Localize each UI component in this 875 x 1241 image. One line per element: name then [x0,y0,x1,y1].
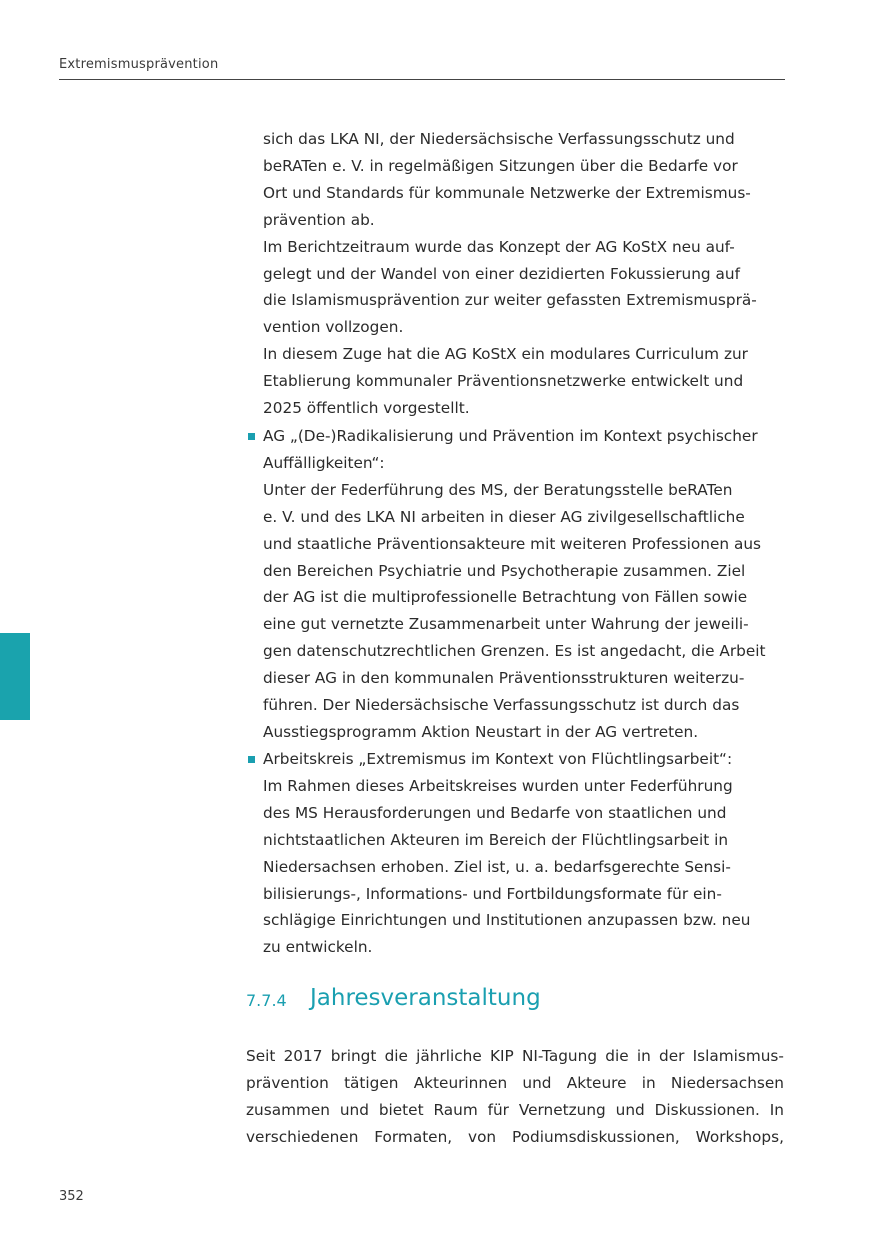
bullet-square-icon [248,756,255,763]
text-line: der AG ist die multiprofessionelle Betrachtung von Fällen sowie [263,588,748,607]
text-line: des MS Herausforderungen und Bedarfe von staatlichen und [263,803,727,822]
word: Akteure [566,1073,627,1092]
word: und [615,1100,645,1119]
text-line: die Islamismusprävention zur weiter gefassten Extremismusprä- [263,291,757,310]
text-line: gelegt und der Wandel von einer dezidierten Fokussierung auf [263,264,740,283]
word: in [641,1073,656,1092]
word: und [339,1100,369,1119]
word: Islamismus- [692,1047,784,1065]
text-line: eine gut vernetzte Zusammenarbeit unter Wahrung der jeweili- [263,615,749,634]
text-line: Im Rahmen dieses Arbeitskreises wurden unter Federführung [263,776,733,795]
word: Formaten, [374,1127,453,1146]
text-line: beRATen e. V. in regelmäßigen Sitzungen über die Bedarfe vor [263,156,738,175]
text-line: Ausstiegsprogramm Aktion Neustart in der AG vertreten. [263,722,699,741]
text-line: sich das LKA NI, der Niedersächsische Verfassungsschutz und [263,130,735,148]
text-line: Etablierung kommunaler Präventionsnetzwerke entwickelt und [263,372,744,391]
paragraph-line [246,1128,784,1146]
word: von [468,1127,497,1146]
text-line: bilisierungs-, Informations- und Fortbildungsformate für ein- [263,884,722,903]
text-line: Niedersachsen erhoben. Ziel ist, u. a. bedarfsgerechte Sensi- [263,857,731,876]
word: NI-Tagung [521,1047,598,1065]
text-line: vention vollzogen. [263,318,404,337]
word: In [769,1100,784,1119]
text-line: und staatliche Präventionsakteure mit weiteren Professionen aus [263,534,761,553]
text-line: dieser AG in den kommunalen Präventionsstrukturen weiterzu- [263,669,745,688]
page-number: 352 [59,1189,84,1204]
text-line: zu entwickeln. [263,938,373,957]
text-line: schlägige Einrichtungen und Institutionen anzupassen bzw. neu [263,911,751,930]
word: Vernetzung [518,1100,606,1119]
header-rule [59,79,785,80]
text-line: Ort und Standards für kommunale Netzwerke der Extremismus- [263,183,751,202]
paragraph-line [246,1101,784,1119]
text-line: Arbeitskreis „Extremismus im Kontext von Flüchtlingsarbeit“: [263,750,733,768]
text-line: 2025 öffentlich vorgestellt. [263,399,470,417]
word: für [487,1100,509,1119]
word: die [605,1047,629,1065]
word: Seit [246,1047,276,1065]
text-line: prävention ab. [263,210,375,229]
paragraph-line [246,1047,784,1065]
text-line: AG „(De-)Radikalisierung und Prävention im Kontext psychischer [263,427,758,445]
text-line: Im Berichtzeitraum wurde das Konzept der AG KoStX neu auf- [263,237,735,256]
word: in [636,1047,651,1065]
word: tätigen [344,1073,399,1092]
word: der [658,1047,685,1065]
word: Raum [433,1100,478,1119]
text-line: nichtstaatlichen Akteuren im Bereich der Flüchtlingsarbeit in [263,830,729,849]
text-line: e. V. und des LKA NI arbeiten in dieser AG zivilgesellschaftliche [263,507,745,526]
word: bietet [378,1100,424,1119]
word: KIP [489,1047,514,1065]
text-line: Auffälligkeiten“: [263,453,385,472]
word: bringt [330,1047,377,1065]
word: verschiedenen [246,1127,359,1146]
text-line: führen. Der Niedersächsische Verfassungsschutz ist durch das [263,696,740,714]
section-title: Jahresveranstaltung [310,985,541,1011]
paragraph-line [246,1074,784,1092]
word: Niedersachsen [670,1073,784,1092]
word: Akteurinnen [413,1073,508,1092]
word: Diskussionen. [654,1100,760,1119]
word: die [384,1047,408,1065]
bullet-square-icon [248,433,255,440]
word: und [522,1073,552,1092]
word: jährliche [416,1047,482,1065]
word: zusammen [246,1100,330,1119]
word: 2017 [283,1047,323,1065]
text-line: gen datenschutzrechtlichen Grenzen. Es ist angedacht, die Arbeit [263,642,766,661]
word: Podiumsdiskussionen, [511,1127,680,1146]
section-number: 7.7.4 [246,991,287,1010]
text-line: den Bereichen Psychiatrie und Psychotherapie zusammen. Ziel [263,561,746,580]
text-line: In diesem Zuge hat die AG KoStX ein modulares Curriculum zur [263,345,748,364]
word: Workshops, [695,1127,784,1146]
text-line: Unter der Federführung des MS, der Beratungsstelle beRATen [263,480,733,499]
running-header: Extremismusprävention [59,57,219,72]
word: prävention [246,1073,329,1092]
chapter-side-tab [0,633,30,720]
